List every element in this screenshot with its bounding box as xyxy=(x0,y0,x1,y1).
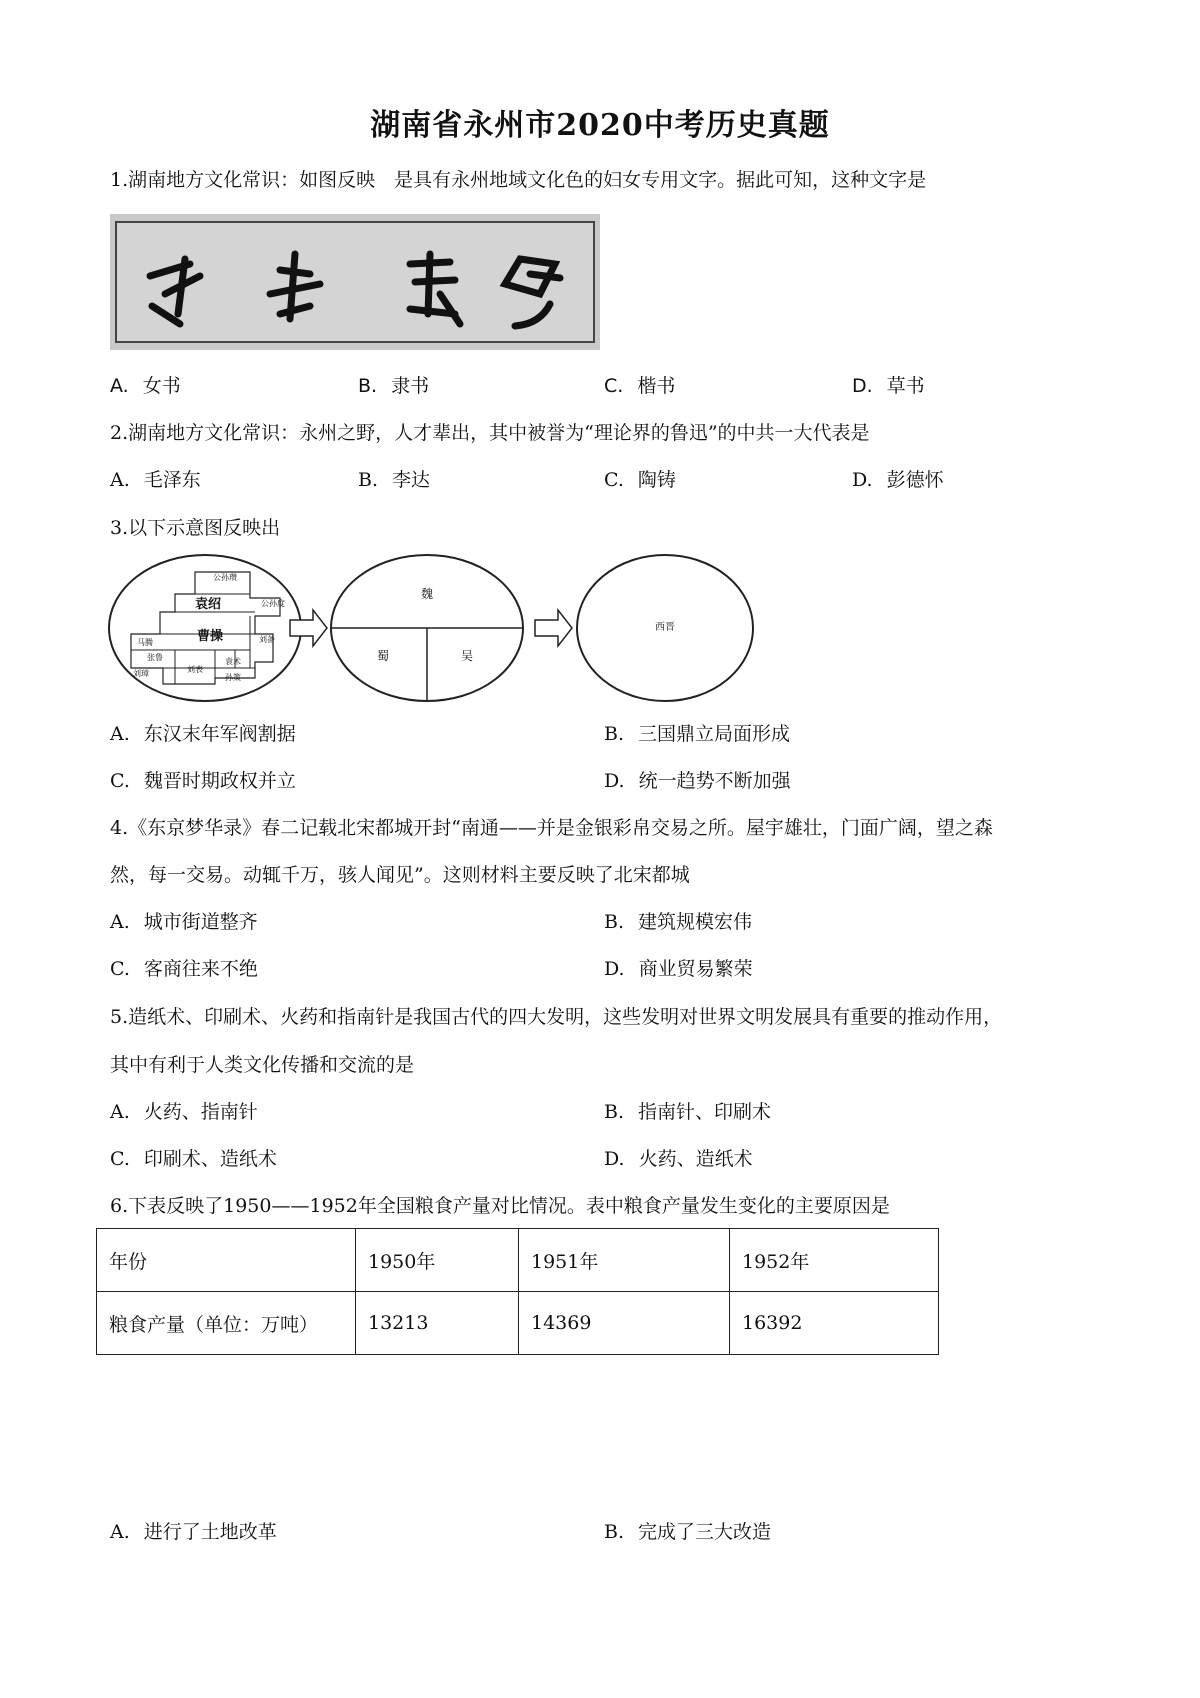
question-2-stem: 2.湖南地方文化常识：永州之野，人才辈出，其中被誉为“理论界的鲁迅”的中共一大代表是 xyxy=(110,422,870,444)
table-cell: 粮食产量（单位：万吨） xyxy=(97,1292,356,1355)
q6-option-a[interactable]: A. 进行了土地改革 xyxy=(110,1521,277,1543)
question-5-stem-line-1: 5.造纸术、印刷术、火药和指南针是我国古代的四大发明，这些发明对世界文明发展具有重要的推动作用， xyxy=(110,1006,1003,1028)
page-title: 湖南省永州市2020中考历史真题 xyxy=(370,108,830,143)
q4-option-d[interactable]: D. 商业贸易繁荣 xyxy=(604,958,753,980)
label-ma-teng: 马腾 xyxy=(137,638,153,647)
q2-option-d[interactable]: D. 彭德怀 xyxy=(852,469,944,491)
table-cell: 13213 xyxy=(356,1292,519,1355)
q4-option-a[interactable]: A. 城市街道整齐 xyxy=(110,911,258,933)
q3-option-a[interactable]: A. 东汉末年军阀割据 xyxy=(110,723,296,745)
map-warlords xyxy=(109,555,301,701)
q1-option-d[interactable]: D. 草书 xyxy=(852,375,925,397)
label-sun-ce: 孙策 xyxy=(225,673,241,682)
label-yuan-shao: 袁绍 xyxy=(194,597,222,612)
q2-option-c[interactable]: C. 陶铸 xyxy=(604,469,676,491)
label-wu: 吴 xyxy=(460,649,474,663)
q3-option-c[interactable]: C. 魏晋时期政权并立 xyxy=(110,770,296,792)
label-yuan-shu: 袁术 xyxy=(225,657,241,666)
q5-option-d[interactable]: D. 火药、造纸术 xyxy=(604,1148,753,1170)
map-western-jin xyxy=(577,555,753,701)
q1-option-b[interactable]: B. 隶书 xyxy=(358,375,430,397)
table-header-cell: 年份 xyxy=(97,1229,356,1292)
q5-option-c[interactable]: C. 印刷术、造纸术 xyxy=(110,1148,277,1170)
label-xi-jin: 西晋 xyxy=(655,622,675,633)
arrow-right-icon xyxy=(535,610,572,646)
question-5-stem-line-2: 其中有利于人类文化传播和交流的是 xyxy=(110,1054,415,1076)
label-liu-biao: 刘表 xyxy=(187,665,203,674)
question-3-stem: 3.以下示意图反映出 xyxy=(110,517,281,539)
question-4-stem-line-1: 4.《东京梦华录》春二记载北宋都城开封“南通——并是金银彩帛交易之所。屋宇雄壮，门面广阔，望之森 xyxy=(110,817,993,839)
nushu-script-image xyxy=(110,214,600,350)
label-gongsun-zan: 公孙瓒 xyxy=(213,573,237,582)
question-4-stem-line-2: 然，每一交易。动辄千万，骇人闻见”。这则材料主要反映了北宋都城 xyxy=(110,864,690,886)
grain-output-table xyxy=(96,1228,939,1355)
three-kingdoms-diagram xyxy=(105,550,825,710)
table-header-row xyxy=(97,1229,939,1292)
label-shu: 蜀 xyxy=(376,649,390,663)
table-header-cell: 1952年 xyxy=(730,1229,939,1292)
q4-option-b[interactable]: B. 建筑规模宏伟 xyxy=(604,911,753,933)
question-6-stem: 6.下表反映了1950——1952年全国粮食产量对比情况。表中粮食产量发生变化的主要原因是 xyxy=(110,1195,890,1217)
table-cell: 16392 xyxy=(730,1292,939,1355)
q2-option-a[interactable]: A. 毛泽东 xyxy=(110,469,201,491)
q5-option-a[interactable]: A. 火药、指南针 xyxy=(110,1101,258,1123)
q3-option-b[interactable]: B. 三国鼎立局面形成 xyxy=(604,723,791,745)
label-liu-bei: 刘备 xyxy=(259,635,275,644)
label-zhang-lu: 张鲁 xyxy=(147,653,163,662)
table-cell: 14369 xyxy=(519,1292,730,1355)
q1-option-c[interactable]: C. 楷书 xyxy=(604,375,676,397)
question-1-stem: 1.湖南地方文化常识：如图反映 是具有永州地域文化色的妇女专用文字。据此可知，这种文字是 xyxy=(110,169,927,191)
q3-option-d[interactable]: D. 统一趋势不断加强 xyxy=(604,770,791,792)
arrow-right-icon xyxy=(290,610,327,646)
label-cao-cao: 曹操 xyxy=(196,629,224,644)
label-liu-zhang: 刘璋 xyxy=(133,669,149,678)
table-header-cell: 1950年 xyxy=(356,1229,519,1292)
label-wei: 魏 xyxy=(420,587,434,601)
label-gongsun-du: 公孙度 xyxy=(261,599,285,608)
map-three-kingdoms xyxy=(331,555,523,701)
q4-option-c[interactable]: C. 客商往来不绝 xyxy=(110,958,258,980)
q1-option-a[interactable]: A. 女书 xyxy=(110,375,181,397)
table-header-cell: 1951年 xyxy=(519,1229,730,1292)
q6-option-b[interactable]: B. 完成了三大改造 xyxy=(604,1521,772,1543)
table-row xyxy=(97,1292,939,1355)
q2-option-b[interactable]: B. 李达 xyxy=(358,469,431,491)
q5-option-b[interactable]: B. 指南针、印刷术 xyxy=(604,1101,772,1123)
